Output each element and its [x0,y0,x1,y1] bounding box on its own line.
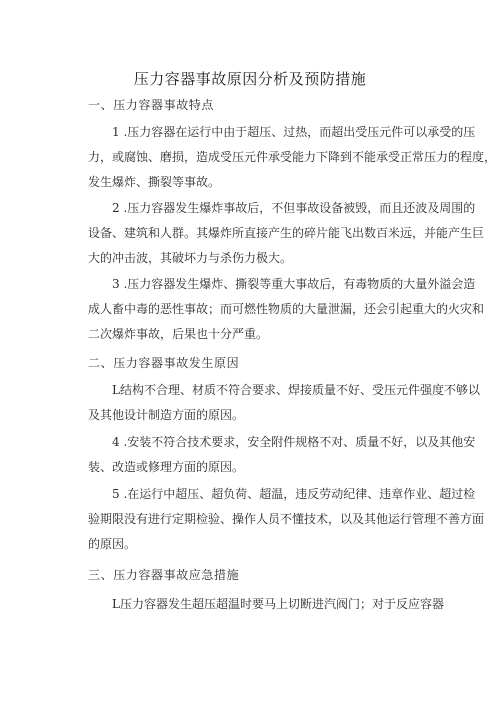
paragraph-line: 1 .压力容器在运行中由于超压、过热，而超出受压元件可以承受的压 [112,125,476,139]
paragraph-line: 大的冲击波，其破坏力与杀伤力极大。 [88,251,293,265]
paragraph-line: 3 .压力容器发生爆炸、撕裂等重大事故后，有毒物质的大量外溢会造 [112,277,476,291]
section-heading-2: 二、压力容器事故发生原因 [88,356,240,370]
paragraph-line: 二次爆炸事故，后果也十分严重。 [88,327,269,341]
section-1-paragraph-3 [88,272,485,347]
section-heading-1: 一、压力容器事故特点 [88,98,215,112]
paragraph-line: 及其他设计制造方面的原因。 [88,408,245,422]
section-3-paragraph-1 [88,592,444,617]
paragraph-line: 发生爆炸、撕裂等事故。 [88,175,221,189]
paragraph-line: 成人畜中毒的恶性事故；而可燃性物质的大量泄漏，还会引起重大的火灾和 [88,302,485,316]
section-2-paragraph-2 [88,430,476,480]
section-heading-3: 三、压力容器事故应急措施 [88,568,240,582]
section-2-paragraph-1 [88,378,480,428]
paragraph-line: 力，或腐蚀、磨损，造成受压元件承受能力下降到不能承受正常压力的程度， [88,150,497,164]
paragraph-line: 2 .压力容器发生爆炸事故后，不但事故设备被毁，而且还波及周围的 [112,201,476,215]
paragraph-line: 5 .在运行中超压、超负荷、超温，违反劳动纪律、违章作业、超过检 [112,487,476,501]
paragraph-line: 设备、建筑和人群。其爆炸所直接产生的碎片能飞出数百米远，并能产生巨 [88,226,485,240]
section-1-paragraph-1 [88,120,497,195]
paragraph-line: 4 .安装不符合技术要求，安全附件规格不对、质量不好，以及其他安 [112,435,476,449]
paragraph-line: 装、改造或修理方面的原因。 [88,460,245,474]
paragraph-line: 的原因。 [88,537,137,551]
paragraph-line: L压力容器发生超压超温时要马上切断进汽阀门；对于反应容器 [112,597,444,611]
document-title: 压力容器事故原因分析及预防措施 [133,70,367,88]
paragraph-line: 验期限没有进行定期检验、操作人员不懂技术，以及其他运行管理不善方面 [88,512,485,526]
paragraph-line: L结构不合理、材质不符合要求、焊接质量不好、受压元件强度不够以 [112,383,480,397]
section-2-paragraph-3 [88,482,485,557]
section-1-paragraph-2 [88,196,485,271]
